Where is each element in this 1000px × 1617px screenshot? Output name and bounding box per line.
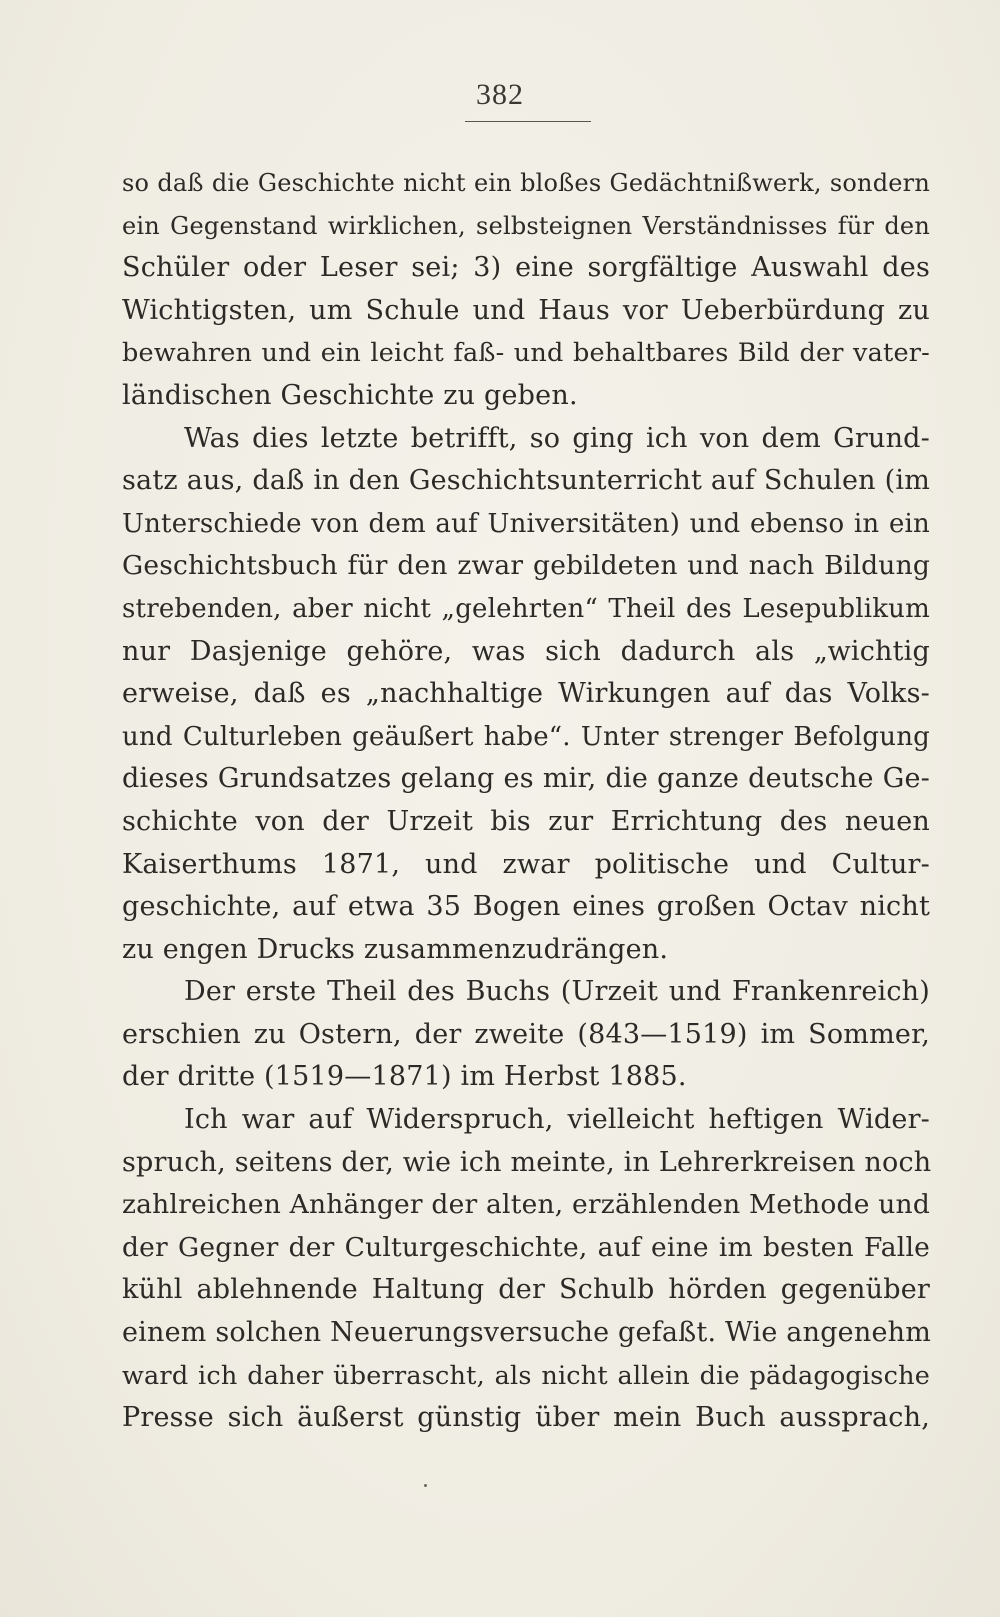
text-line: bewahren und ein leicht faß- und behaltbares Bild der vater-: [122, 338, 930, 369]
text-line: Der erste Theil des Buchs (Urzeit und Frankenreich): [184, 976, 930, 1008]
text-line: ward ich daher überrascht, als nicht allein die pädagogische: [122, 1360, 930, 1391]
text-line: Kaiserthums 1871, und zwar politische und Cultur-: [122, 848, 930, 880]
text-line: der Gegner der Culturgeschichte, auf eine im besten Falle: [122, 1231, 930, 1263]
text-line: Unterschiede von dem auf Universitäten) und ebenso in ein: [122, 508, 930, 539]
text-line: spruch, seitens der, wie ich meinte, in Lehrerkreisen noch: [122, 1146, 932, 1178]
text-line: zahlreichen Anhänger der alten, erzählenden Methode und: [122, 1189, 930, 1221]
text-line: Geschichtsbuch für den zwar gebildeten und nach Bildung: [122, 550, 930, 582]
text-line: dieses Grundsatzes gelang es mir, die ganze deutsche Ge-: [122, 763, 930, 795]
text-line: Wichtigsten, um Schule und Haus vor Ueberbürdung zu: [122, 294, 930, 326]
text-line: Was dies letzte betrifft, so ging ich von dem Grund-: [184, 422, 930, 454]
paper-speck: [424, 1484, 427, 1487]
text-line: einem solchen Neuerungsversuche gefaßt. Wie angenehm: [122, 1317, 932, 1349]
text-line: kühl ablehnende Haltung der Schulb hörden gegenüber: [122, 1274, 930, 1306]
text-line: und Culturleben geäußert habe“. Unter strenger Befolgung: [122, 721, 930, 752]
page-number: 382: [476, 78, 524, 111]
text-line: der dritte (1519—1871) im Herbst 1885.: [122, 1061, 687, 1093]
text-line: so daß die Geschichte nicht ein bloßes Gedächtnißwerk, sondern: [122, 169, 930, 197]
text-line: schichte von der Urzeit bis zur Errichtung des neuen: [122, 805, 930, 837]
text-line: Schüler oder Leser sei; 3) eine sorgfältige Auswahl des: [122, 252, 930, 284]
text-line: erweise, daß es „nachhaltige Wirkungen auf das Volks-: [122, 678, 930, 710]
text-line: erschien zu Ostern, der zweite (843—1519) im Sommer,: [122, 1018, 930, 1050]
text-line: geschichte, auf etwa 35 Bogen eines großen Octav nicht: [122, 891, 930, 923]
text-line: zu engen Drucks zusammenzudrängen.: [122, 933, 669, 965]
text-line: strebenden, aber nicht „gelehrten“ Theil des Lesepublikum: [122, 593, 930, 624]
text-line: satz aus, daß in den Geschichtsunterricht auf Schulen (im: [122, 465, 930, 497]
text-line: ländischen Geschichte zu geben.: [122, 379, 578, 411]
header-rule: [465, 121, 591, 122]
body-text: [122, 162, 930, 1440]
text-line: nur Dasjenige gehöre, was sich dadurch als „wichtig: [122, 635, 930, 667]
text-line: Ich war auf Widerspruch, vielleicht heftigen Wider-: [184, 1104, 930, 1136]
text-line: ein Gegenstand wirklichen, selbsteignen Verständnisses für den: [122, 211, 930, 240]
text-line: Presse sich äußerst günstig über mein Buch aussprach,: [122, 1402, 930, 1434]
